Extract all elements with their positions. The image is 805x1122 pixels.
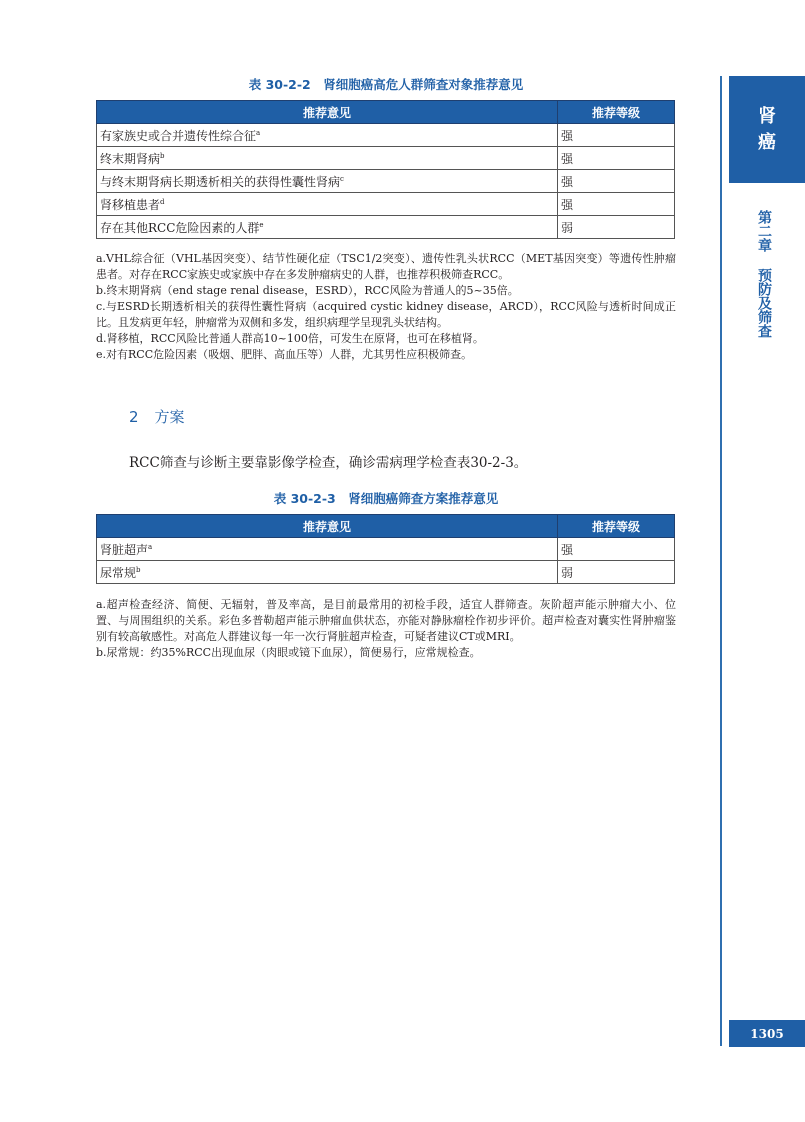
chapter-tab-char-1: 肾 [758, 105, 776, 127]
table-cell: 与终末期肾病长期透析相关的获得性囊性肾病$^c$ [97, 170, 558, 193]
table-cell: 终末期肾病$^b$ [97, 147, 558, 170]
margin-rule [720, 76, 722, 1046]
column-header: 推荐意见 [97, 101, 558, 124]
table-cell: 有家族史或合并遗传性综合征$^a$ [97, 124, 558, 147]
column-header: 推荐等级 [558, 515, 675, 538]
footnote: b.尿常规：约35%RCC出现血尿（肉眼或镜下血尿），简便易行，应常规检查。 [96, 646, 481, 659]
table-cell: 尿常规$^b$ [97, 561, 558, 584]
table-cell: 强 [558, 124, 675, 147]
table-cell: 肾移植患者$^d$ [97, 193, 558, 216]
column-header: 推荐意见 [97, 515, 558, 538]
table-cell: 肾脏超声$^a$ [97, 538, 558, 561]
table-row [97, 170, 675, 193]
table-row [97, 216, 675, 239]
table-row [97, 124, 675, 147]
table-row [97, 561, 675, 584]
footnote: b.终末期肾病（end stage renal disease，ESRD），RCC风险为普通人的5~35倍。 [96, 284, 519, 297]
footnote: e.对有RCC危险因素（吸烟、肥胖、高血压等）人群，尤其男性应积极筛查。 [96, 348, 473, 361]
table-cell: 强 [558, 170, 675, 193]
table-cell: 弱 [558, 216, 675, 239]
body-paragraph: RCC筛查与诊断主要靠影像学检查，确诊需病理学检查表30-2-3。 [129, 455, 528, 471]
table-row [97, 147, 675, 170]
table-cell: 强 [558, 147, 675, 170]
table-footnotes [96, 597, 676, 661]
table-cell: 存在其他RCC危险因素的人群$^e$ [97, 216, 558, 239]
section-number: 2 [129, 408, 139, 426]
table-row [97, 538, 675, 561]
footnote: c.与ESRD长期透析相关的获得性囊性肾病（acquired cystic kidney disease，ARCD），RCC风险与透析时间成正比。且发病更年轻，肿瘤常为双侧和多发，组织病理学呈现乳头状结构。 [96, 300, 676, 329]
table-row [97, 193, 675, 216]
chapter-tab [729, 76, 805, 183]
table-caption: 表 30-2-2 肾细胞癌高危人群筛查对象推荐意见 [248, 77, 524, 92]
section-title: 方案 [154, 408, 185, 426]
table-header-row [97, 515, 675, 538]
footnote: a.超声检查经济、简便、无辐射，普及率高，是目前最常用的初检手段，适宜人群筛查。灰阶超声能示肿瘤大小、位置、与周围组织的关系。彩色多普勒超声能示肿瘤血供状态，亦能对静脉瘤栓作初步评价。超声检查对囊实性肾肿瘤鉴别有较高敏感性。对高危人群建议每一年一次行肾脏超声检查，可疑者建议CT或MRI。 [96, 598, 676, 643]
chapter-tab-char-2: 癌 [758, 131, 776, 153]
chapter-title-vertical: 第二章 预防及筛查 [756, 210, 772, 338]
footnote: a.VHL综合征（VHL基因突变）、结节性硬化症（TSC1/2突变）、遗传性乳头状RCC（MET基因突变）等遗传性肿瘤患者。对存在RCC家族史或家族中存在多发肿瘤病史的人群，也推荐积极筛查RCC。 [96, 252, 676, 281]
table-cell: 弱 [558, 561, 675, 584]
footnote: d.肾移植，RCC风险比普通人群高10~100倍，可发生在原肾，也可在移植肾。 [96, 332, 484, 345]
screening-table [96, 514, 675, 584]
table-cell: 强 [558, 538, 675, 561]
table-caption: 表 30-2-3 肾细胞癌筛查方案推荐意见 [273, 491, 499, 506]
table-cell: 强 [558, 193, 675, 216]
table-footnotes [96, 251, 676, 363]
column-header: 推荐等级 [558, 101, 675, 124]
recommendation-table [96, 100, 675, 239]
section-heading [129, 406, 201, 427]
table-header-row [97, 101, 675, 124]
page-number: 1305 [729, 1020, 805, 1047]
